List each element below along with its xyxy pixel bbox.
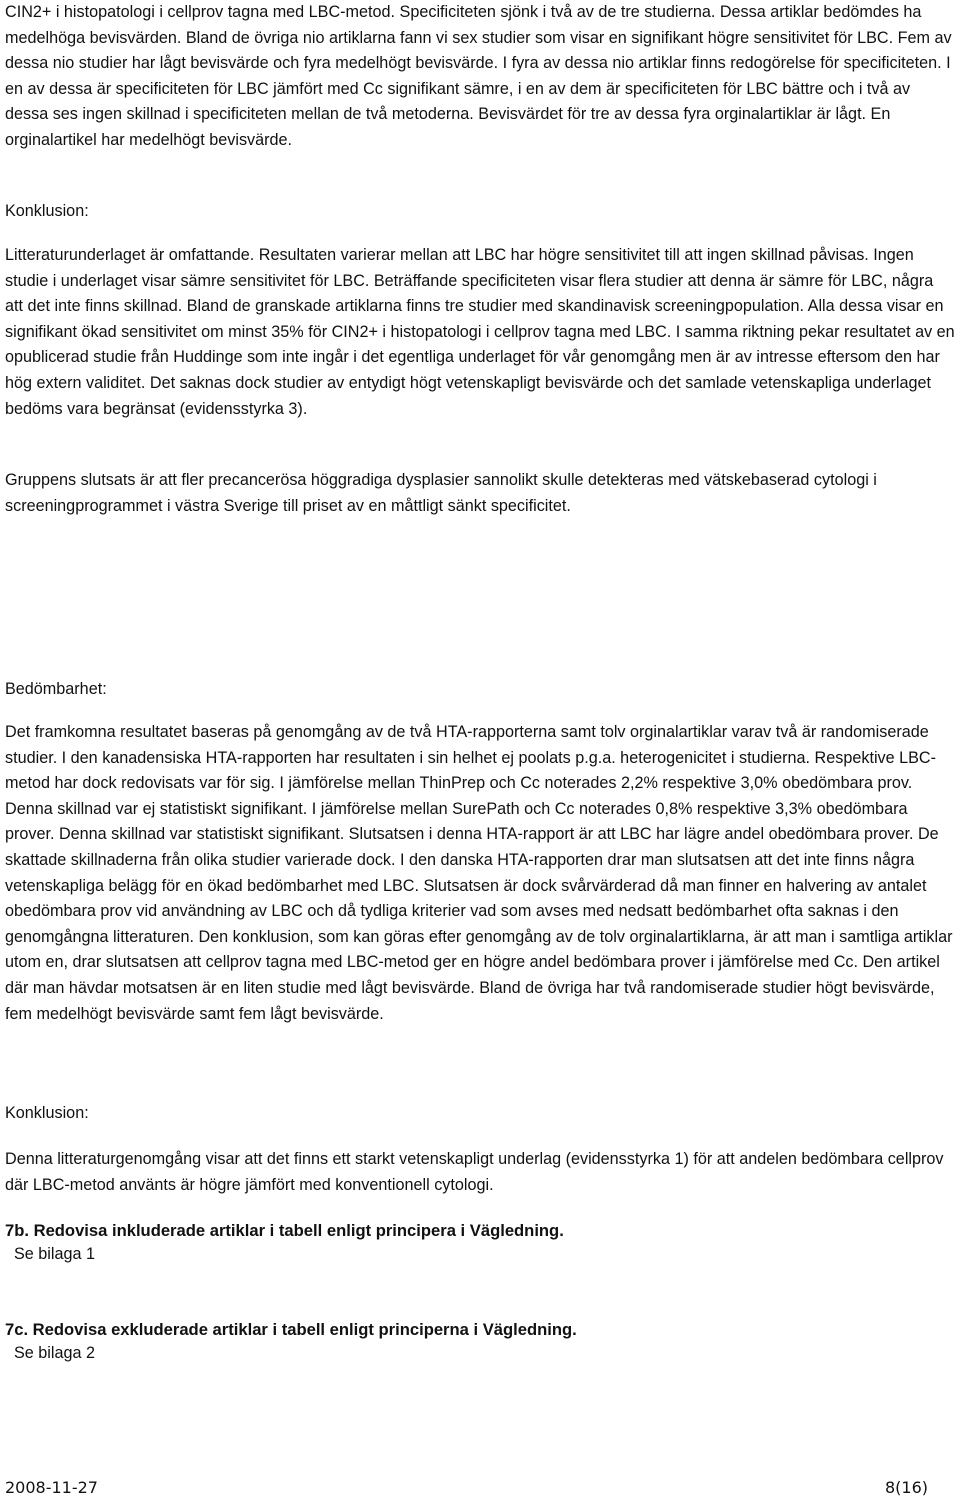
bedombarhet-paragraph: Det framkomna resultatet baseras på genomgång av de två HTA-rapporterna samt tolv orginalartiklar varav två är randomiserade studier. I den kanadensiska HTA-rapporten har resultaten i sin helhet ej poolats p.g.a. heterogenicitet i studierna. Respektive LBC-metod har dock redovisats var för sig. I jämförelse mellan ThinPrep och Cc noterades 2,2% respektive 3,0% obedömbara prov. Denna skillnad var ej statistiskt signifikant. I jämförelse mellan SurePath och Cc noterades 0,8% respektive 3,3% obedömbara prover. Denna skillnad var statistiskt signifikant. Slutsatsen i denna HTA-rapport är att LBC har lägre andel obedömbara prover. De skattade skillnaderna från olika studier varierade dock. I den danska HTA-rapporten drar man slutsatsen att det inte finns några vetenskapliga belägg för en ökad bedömbarhet med LBC. Slutsatsen är dock svårvärderad då man finner en halvering av antalet obedömbara prov vid användning av LBC och då tydliga kriterier vad som avses med nedsatt bedömbarhet ofta saknas i den genomgångna litteraturen. Den konklusion, som kan göras efter genomgång av de tolv orginalartiklarna, är att man i samtliga artiklar utom en, drar slutsatsen att cellprov tagna med LBC-metod ger en högre andel bedömbara prover i jämförelse med Cc. Den artikel där man hävdar motsatsen är en liten studie med lågt bevisvärde. Bland de övriga har två randomiserade studier högt bevisvärde, fem medelhögt bevisvärde samt fem lågt bevisvärde. — [5, 723, 953, 1023]
bedombarhet-label: Bedömbarhet: — [5, 680, 107, 698]
bilaga-1-reference: Se bilaga 1 — [14, 1245, 96, 1263]
gruppens-slutsats-paragraph: Gruppens slutsats är att fler precancerösa höggradiga dysplasier sannolikt skulle detekteras med vätskebaserad cytologi i screeningprogrammet i västra Sverige till priset av en måttligt sänkt specificitet. — [5, 471, 877, 515]
bilaga-2-reference: Se bilaga 2 — [14, 1344, 96, 1362]
heading-7c: 7c. Redovisa exkluderade artiklar i tabell enligt principerna i Vägledning. — [5, 1320, 577, 1339]
footer-page-number: 8(16) — [884, 1478, 928, 1497]
konklusion-label-2: Konklusion: — [5, 1104, 89, 1122]
heading-7b: 7b. Redovisa inkluderade artiklar i tabell enligt principera i Vägledning. — [5, 1221, 564, 1240]
results-paragraph: CIN2+ i histopatologi i cellprov tagna med LBC-metod. Specificiteten sjönk i två av de tre studierna. Dessa artiklar bedömdes ha medelhöga bevisvärden. Bland de övriga nio artiklarna fann vi sex studier som visar en signifikant högre sensitivitet för LBC. Fem av dessa nio studier har lågt bevisvärde och fyra medelhögt bevisvärde. I fyra av dessa nio artiklar finns redogörelse för specificiteten. I en av dessa är specificiteten för LBC jämfört med Cc signifikant sämre, i en av dem är specificiteten för LBC bättre och i två av dessa ses ingen skillnad i specificiteten mellan de två metoderna. Bevisvärdet för tre av dessa fyra orginalartiklar är lågt. En orginalartikel har medelhögt bevisvärde. — [5, 3, 952, 149]
konklusion-label-1: Konklusion: — [5, 202, 89, 220]
konklusion-paragraph-2: Denna litteraturgenomgång visar att det finns ett starkt vetenskapligt underlag (evidensstyrka 1) för att andelen bedömbara cellprov där LBC-metod använts är högre jämfört med konventionell cytologi. — [5, 1150, 944, 1194]
footer-date: 2008-11-27 — [5, 1478, 98, 1497]
konklusion-paragraph-1: Litteraturunderlaget är omfattande. Resultaten varierar mellan att LBC har högre sensitivitet till att ingen skillnad påvisas. Ingen studie i underlaget visar sämre sensitivitet för LBC. Beträffande specificiteten visar flera studier att denna är sämre för LBC, några att det inte finns skillnad. Bland de granskade artiklarna finns tre studier med skandinavisk screeningpopulation. Alla dessa visar en signifikant ökad sensitivitet om minst 35% för CIN2+ i histopatologi i cellprov tagna med LBC. I samma riktning pekar resultatet av en opublicerad studie från Huddinge som inte ingår i det egentliga underlaget för vår genomgång men är av intresse eftersom den har hög extern validitet. Det saknas dock studier av entydigt högt vetenskapligt bevisvärde och det samlade vetenskapliga underlaget bedöms vara begränsat (evidensstyrka 3). — [5, 246, 955, 418]
